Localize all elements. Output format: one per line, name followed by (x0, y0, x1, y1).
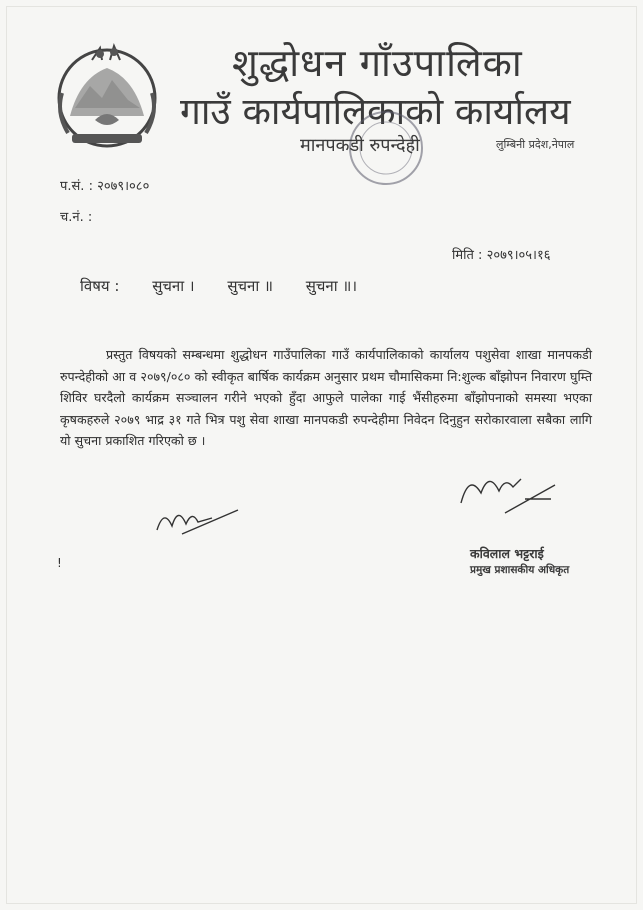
signatory-designation: प्रमुख प्रशासकीय अधिकृत (470, 564, 570, 576)
office-title-line1: शुद्धोधन गाँउपालिका (232, 41, 523, 85)
subject-label: विषय : (80, 277, 120, 295)
office-title-line2: गाउँ कार्यपालिकाको कार्यालय (180, 90, 571, 133)
office-location: मानपकडी रुपन्देही (300, 135, 420, 156)
letter-date: मिति : २०७९।०५।१६ (452, 248, 551, 263)
subject-item: सुचना ॥। (305, 277, 358, 295)
handwritten-signature-left (152, 500, 242, 540)
dispatch-number: च.नं. : (60, 210, 93, 225)
subject-line (80, 276, 385, 296)
subject-item: सुचना । (152, 277, 195, 295)
notice-body: प्रस्तुत विषयको सम्बन्धमा शुद्धोधन गाउँपालिका गाउँ कार्यपालिकाको कार्यालय पशुसेवा शाखा मानपकडी रुपन्देहीको आ व २०७९/०८० को स्वीकृत बार्षिक कार्यक्रम अनुसार प्रथम चौमासिकमा नि:शुल्क बाँझोपन निवारण घुम्ति शिविर घरदैलो कार्यक्रम सञ्चालन गरीने भएको हुँदा आफुले पालेका गाई भैंसीहरुमा बाँझोपनाको समस्या भएका कृषकहरुले २०७९ भाद्र ३१ गते भित्र पशु सेवा शाखा मानपकडी रुपन्देहीमा निवेदन दिनुहुन सरोकारवाला सबैका लागि यो सुचना प्रकाशित गरिएको छ । (60, 347, 592, 449)
stray-mark: ! (57, 556, 62, 570)
reference-number: प.सं. : २०७९।०८० (60, 179, 150, 194)
handwritten-signature-right (455, 463, 565, 523)
subject-item: सुचना ॥ (227, 277, 273, 295)
signatory-name: कविलाल भट्टराई (470, 546, 544, 561)
office-region: लुम्बिनी प्रदेश,नेपाल (496, 138, 575, 151)
government-emblem-icon (50, 38, 165, 153)
